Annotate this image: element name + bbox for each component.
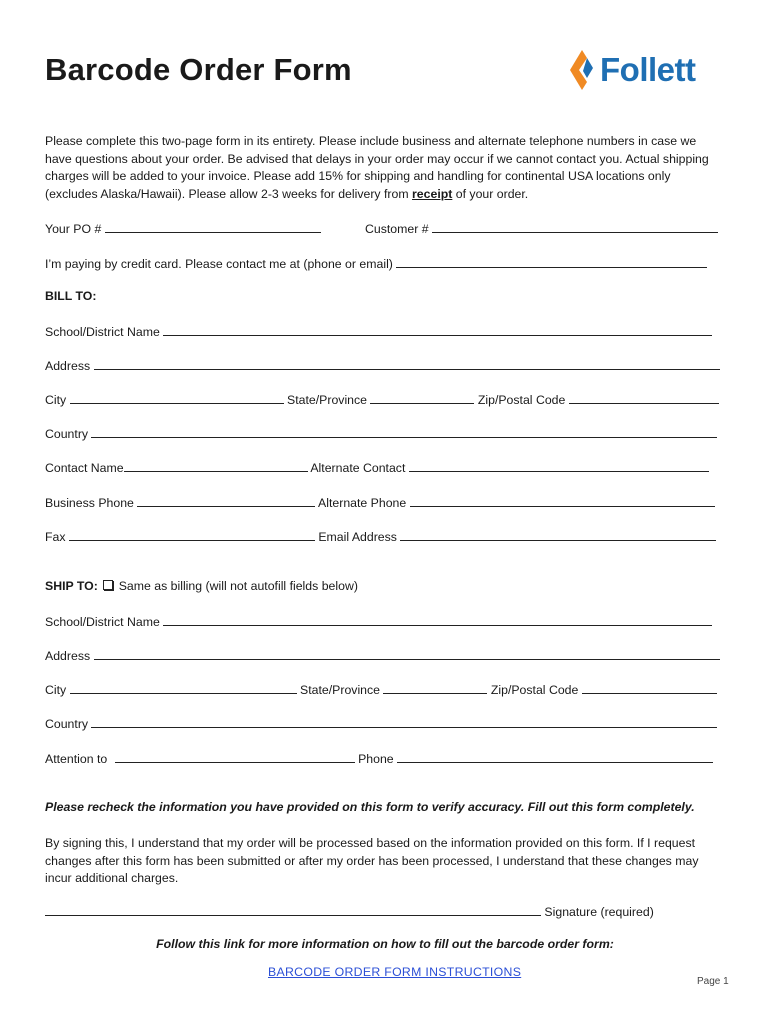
ship-state-field[interactable] [383, 681, 487, 694]
po-field[interactable] [105, 220, 321, 233]
customer-row: Customer # [365, 220, 718, 236]
page-title: Barcode Order Form [45, 52, 352, 87]
bill-contact-row: Contact Name Alternate Contact [45, 459, 709, 475]
ship-to-row [45, 579, 358, 593]
ship-country-field[interactable] [91, 715, 717, 728]
bill-fax-field[interactable] [69, 528, 315, 541]
bill-phone-row: Business Phone Alternate Phone [45, 494, 715, 510]
bill-business-phone-field[interactable] [137, 494, 315, 507]
contact-phone-email-field[interactable] [396, 255, 707, 268]
ship-address-field[interactable] [94, 647, 720, 660]
ship-city-row: City State/Province Zip/Postal Code [45, 681, 717, 697]
bill-school-row: School/District Name [45, 323, 712, 339]
bill-alt-contact-field[interactable] [409, 459, 709, 472]
signature-field[interactable] [45, 903, 541, 916]
signature-label: Signature (required) [544, 905, 654, 919]
ship-phone-field[interactable] [397, 750, 713, 763]
credit-card-row: I’m paying by credit card. Please contact me at (phone or email) [45, 255, 707, 271]
ship-address-row: Address [45, 647, 720, 663]
follett-logo-icon [566, 48, 596, 92]
ship-attention-row: Attention to Phone [45, 750, 713, 766]
bill-email-field[interactable] [400, 528, 716, 541]
bill-address-field[interactable] [94, 357, 720, 370]
signature-row [45, 903, 654, 919]
bill-state-field[interactable] [370, 391, 474, 404]
same-as-billing-label: Same as billing (will not autofill fields below) [118, 579, 358, 593]
follow-link-text: Follow this link for more information on how to fill out the barcode order form: [156, 937, 614, 951]
bill-address-row: Address [45, 357, 720, 373]
verify-note: Please recheck the information you have provided on this form to verify accuracy. Fill out this form completely. [45, 800, 695, 814]
bill-school-field[interactable] [163, 323, 712, 336]
bill-city-field[interactable] [70, 391, 284, 404]
bill-country-field[interactable] [91, 425, 717, 438]
logo-wordmark: Follett [600, 51, 696, 88]
ship-school-field[interactable] [163, 613, 712, 626]
ship-to-heading: SHIP TO: [45, 579, 98, 593]
bill-city-row: City State/Province Zip/Postal Code [45, 391, 719, 407]
bill-contact-field[interactable] [124, 459, 308, 472]
bill-to-heading: BILL TO: [45, 289, 97, 303]
same-as-billing-checkbox[interactable] [103, 580, 113, 590]
po-row: Your PO # [45, 220, 321, 236]
instructions-link[interactable]: BARCODE ORDER FORM INSTRUCTIONS [268, 965, 522, 979]
customer-field[interactable] [432, 220, 718, 233]
receipt-emphasis: receipt [412, 186, 453, 201]
follett-logo [566, 46, 695, 94]
ship-zip-field[interactable] [582, 681, 717, 694]
intro-paragraph: Please complete this two-page form in its entirety. Please include business and alternate telephone numbers in case we have questions about your order. Be advised that delays in your order may occur if we cannot contact you. Actual shipping charges will be added to your invoice. Please add 15% for shipping and handling for continental USA locations only (excludes Alaska/Hawaii). Please allow 2-3 weeks for delivery from receipt of your order. [45, 134, 709, 201]
agreement-paragraph: By signing this, I understand that my order will be processed based on the information provided on this form. If I request changes after this form has been submitted or after my order has been processed, I understand that these changes may incur additional charges. [45, 836, 699, 885]
bill-fax-row: Fax Email Address [45, 528, 716, 544]
ship-country-row: Country [45, 715, 717, 731]
ship-attention-field[interactable] [115, 750, 355, 763]
bill-zip-field[interactable] [569, 391, 719, 404]
bill-country-row: Country [45, 425, 717, 441]
ship-school-row: School/District Name [45, 613, 712, 629]
ship-city-field[interactable] [70, 681, 297, 694]
bill-alt-phone-field[interactable] [410, 494, 715, 507]
page-number: Page 1 [697, 976, 729, 987]
